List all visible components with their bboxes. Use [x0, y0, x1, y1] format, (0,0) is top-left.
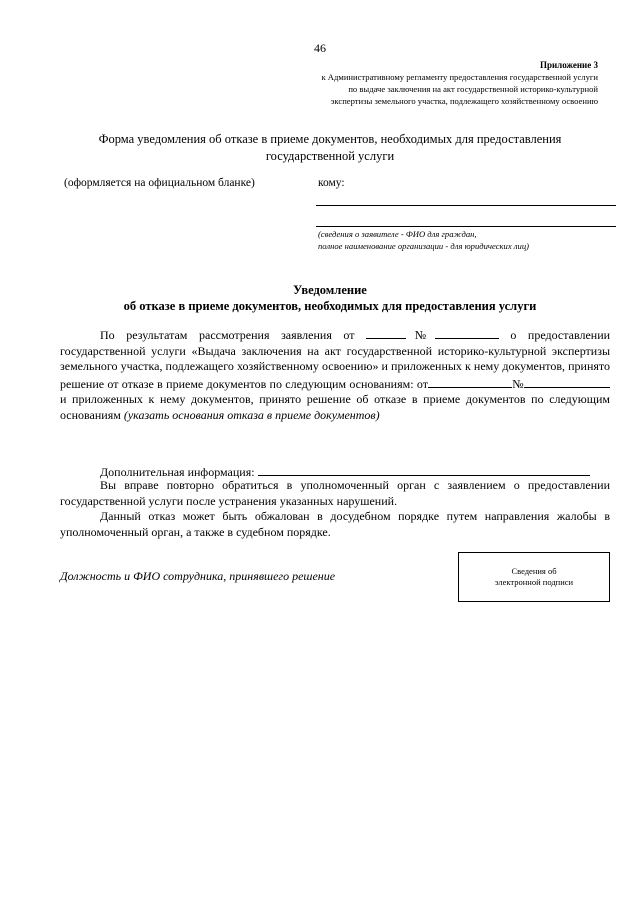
electronic-signature-box: [458, 552, 610, 602]
main-paragraph-part-1: По результатам рассмотрения заявления от: [100, 328, 355, 342]
notice-subtitle: об отказе в приеме документов, необходимых для предоставления услуги: [123, 299, 537, 313]
applicant-note: [318, 228, 529, 252]
application-date-blank: [366, 326, 406, 339]
applicant-note-line-1: (сведения о заявителе - ФИО для граждан,: [318, 229, 477, 239]
main-paragraph-from: от: [416, 376, 428, 391]
form-title-line-1: Форма уведомления об отказе в приеме документов, необходимых для предоставления: [98, 132, 562, 146]
appeal-text: Данный отказ может быть обжалован в досудебном порядке путем направления жалобы в уполномоченный орган, а также в судебном порядке.: [60, 509, 610, 539]
signature-box-line-2: электронной подписи: [494, 577, 574, 587]
number-sign: №: [406, 328, 435, 342]
appendix-title-text: Приложение 3: [539, 60, 598, 70]
page-number: 46: [314, 41, 326, 55]
appendix-line-1: к Административному регламенту предоставления государственной услуги: [321, 72, 598, 82]
signature-caption: Должность и ФИО сотрудника, принявшего решение: [60, 569, 336, 583]
decision-number-blank: [524, 375, 610, 388]
decision-date-blank: [428, 375, 512, 388]
additional-info-label: Дополнительная информация:: [100, 465, 255, 479]
official-blank-note: (оформляется на официальном бланке): [64, 177, 255, 189]
main-paragraph-part-4: и приложенных к нему документов, принято решение об отказе в приеме документов по следующим основаниям: [60, 392, 610, 422]
notice-title: Уведомление: [293, 283, 367, 297]
main-paragraph-part-2: о предоставлении государственной услуги «Выдача заключения на акт государственной историко-культурной экспертизы земельного участка, подлежащего хозяйственному освоению» и приложенных к нему документов, принято решение от отказе в приеме документов по следующим основаниям:: [60, 328, 611, 391]
application-number-blank: [435, 326, 499, 339]
form-title: [60, 131, 600, 165]
signature-box-line-1: Сведения об: [511, 566, 557, 576]
appendix-line-2: по выдаче заключения на акт государственной историко-культурной: [348, 84, 598, 94]
number-sign-2: №: [511, 376, 525, 391]
main-paragraph: [60, 326, 610, 423]
recipient-line-1: [316, 205, 616, 206]
reapply-paragraph: [60, 478, 610, 509]
form-title-line-2: государственной услуги: [265, 149, 395, 163]
recipient-label: кому:: [318, 177, 345, 189]
additional-info-blank: [258, 463, 590, 476]
appendix-line-3: экспертизы земельного участка, подлежащего хозяйственному освоению: [330, 96, 598, 106]
notice-heading: [60, 282, 600, 314]
applicant-note-line-2: полное наименование организации - для юридических лиц): [318, 241, 529, 251]
refusal-grounds-hint: (указать основания отказа в приеме документов): [123, 407, 380, 422]
appeal-paragraph: [60, 509, 610, 540]
reapply-text: Вы вправе повторно обратиться в уполномоченный орган с заявлением о предоставлении государственной услуги после устранения указанных нарушений.: [60, 478, 610, 508]
recipient-line-2: [316, 226, 616, 227]
appendix-title: [258, 60, 598, 72]
